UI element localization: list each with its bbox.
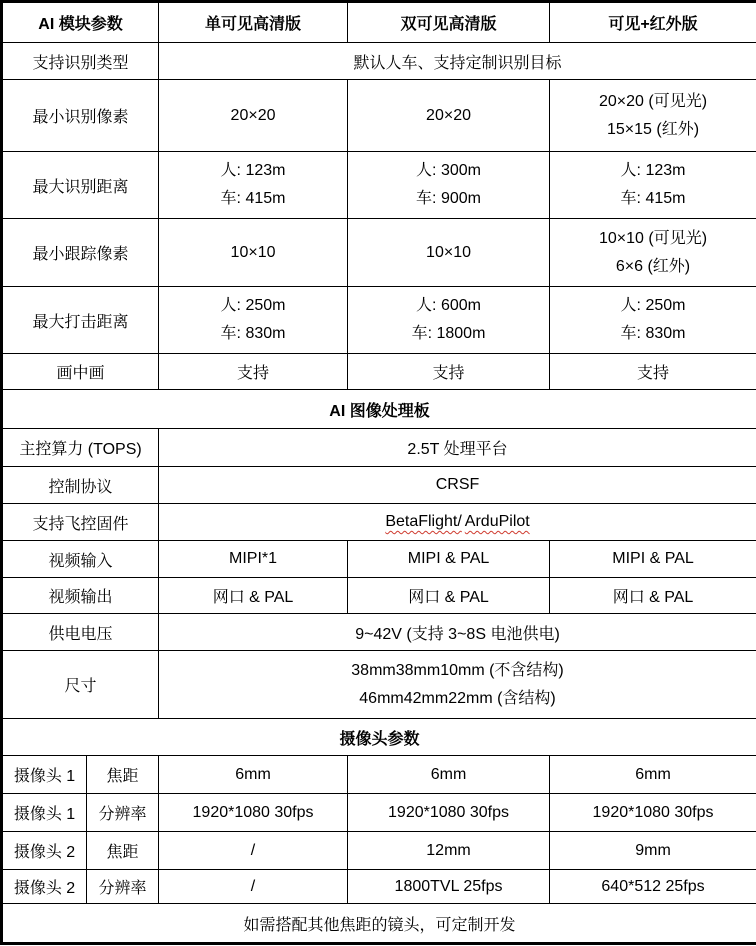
label-max-strike-distance: 最大打击距离 bbox=[2, 287, 159, 354]
cell-line: 38mm38mm10mm (不含结构) bbox=[351, 661, 564, 679]
cell-video-input-dual-hd: MIPI & PAL bbox=[348, 541, 550, 578]
section-title-image-board: AI 图像处理板 bbox=[2, 390, 756, 429]
header-param: AI 模块参数 bbox=[2, 2, 159, 43]
cell-line: 车: 415m bbox=[620, 190, 686, 207]
label-max-recognition-distance: 最大识别距离 bbox=[2, 152, 159, 219]
cell-max-strike-distance-dual-hd bbox=[348, 287, 550, 354]
section-row-camera bbox=[2, 719, 756, 756]
header-visible-ir: 可见+红外版 bbox=[550, 2, 756, 43]
label-fc-firmware: 支持飞控固件 bbox=[2, 504, 159, 541]
label-recognition-type: 支持识别类型 bbox=[2, 43, 159, 80]
cell-camera1-resolution-visible-ir: 1920*1080 30fps bbox=[550, 794, 756, 832]
row-control-protocol bbox=[2, 467, 756, 504]
label-camera2: 摄像头 2 bbox=[2, 832, 87, 870]
cell-line: 人: 250m bbox=[620, 297, 686, 314]
label-min-tracking-pixels: 最小跟踪像素 bbox=[2, 219, 159, 287]
cell-computing-power-value: 2.5T 处理平台 bbox=[159, 429, 756, 467]
row-dimensions bbox=[2, 651, 756, 719]
cell-line: 15×15 (红外) bbox=[606, 120, 700, 138]
cell-line: 车: 415m bbox=[220, 190, 286, 207]
label-pip: 画中画 bbox=[2, 354, 159, 390]
cell-line: 20×20 (可见光) bbox=[598, 92, 708, 110]
cell-line: 10×10 (可见光) bbox=[598, 229, 708, 247]
section-title-camera: 摄像头参数 bbox=[2, 719, 756, 756]
cell-camera1-focal-dual-hd: 6mm bbox=[348, 756, 550, 794]
cell-min-recognition-pixels-dual-hd: 20×20 bbox=[348, 80, 550, 152]
cell-recognition-type-value: 默认人车、支持定制识别目标 bbox=[159, 43, 756, 80]
cell-min-tracking-pixels-dual-hd: 10×10 bbox=[348, 219, 550, 287]
table-header-row bbox=[2, 2, 756, 43]
cell-camera1-resolution-single-hd: 1920*1080 30fps bbox=[159, 794, 348, 832]
label-power-supply: 供电电压 bbox=[2, 614, 159, 651]
cell-max-strike-distance-visible-ir bbox=[550, 287, 756, 354]
cell-power-supply-value: 9~42V (支持 3~8S 电池供电) bbox=[159, 614, 756, 651]
cell-line: 人: 123m bbox=[620, 162, 686, 179]
row-video-output bbox=[2, 578, 756, 614]
row-power-supply bbox=[2, 614, 756, 651]
label-camera2: 摄像头 2 bbox=[2, 870, 87, 904]
cell-camera2-focal-visible-ir: 9mm bbox=[550, 832, 756, 870]
label-camera1: 摄像头 1 bbox=[2, 756, 87, 794]
cell-min-tracking-pixels-visible-ir bbox=[550, 219, 756, 287]
cell-pip-dual-hd: 支持 bbox=[348, 354, 550, 390]
row-video-input bbox=[2, 541, 756, 578]
label-camera1: 摄像头 1 bbox=[2, 794, 87, 832]
cell-min-tracking-pixels-single-hd: 10×10 bbox=[159, 219, 348, 287]
row-camera1-resolution bbox=[2, 794, 756, 832]
spellcheck-underlined-text: BetaFlight/ bbox=[385, 513, 462, 530]
header-single-hd: 单可见高清版 bbox=[159, 2, 348, 43]
label-camera2-focal: 焦距 bbox=[87, 832, 159, 870]
row-max-strike-distance bbox=[2, 287, 756, 354]
cell-video-output-visible-ir: 网口 & PAL bbox=[550, 578, 756, 614]
cell-camera2-resolution-dual-hd: 1800TVL 25fps bbox=[348, 870, 550, 904]
cell-min-recognition-pixels-visible-ir bbox=[550, 80, 756, 152]
cell-max-recognition-distance-visible-ir bbox=[550, 152, 756, 219]
label-video-output: 视频输出 bbox=[2, 578, 159, 614]
cell-min-recognition-pixels-single-hd: 20×20 bbox=[159, 80, 348, 152]
cell-footnote: 如需搭配其他焦距的镜头，可定制开发 bbox=[2, 904, 756, 944]
cell-line: 人: 250m bbox=[220, 297, 286, 314]
label-min-recognition-pixels: 最小识别像素 bbox=[2, 80, 159, 152]
cell-pip-visible-ir: 支持 bbox=[550, 354, 756, 390]
cell-line: 6×6 (红外) bbox=[615, 257, 691, 275]
row-camera1-focal bbox=[2, 756, 756, 794]
label-dimensions: 尺寸 bbox=[2, 651, 159, 719]
cell-camera2-resolution-visible-ir: 640*512 25fps bbox=[550, 870, 756, 904]
cell-video-input-single-hd: MIPI*1 bbox=[159, 541, 348, 578]
row-max-recognition-distance bbox=[2, 152, 756, 219]
label-camera2-resolution: 分辨率 bbox=[87, 870, 159, 904]
cell-line: 车: 900m bbox=[416, 190, 481, 207]
cell-camera1-resolution-dual-hd: 1920*1080 30fps bbox=[348, 794, 550, 832]
row-min-recognition-pixels bbox=[2, 80, 756, 152]
cell-line: 46mm42mm22mm (含结构) bbox=[359, 689, 556, 707]
row-min-tracking-pixels bbox=[2, 219, 756, 287]
label-camera1-resolution: 分辨率 bbox=[87, 794, 159, 832]
cell-line: 人: 300m bbox=[416, 162, 481, 179]
row-camera2-resolution bbox=[2, 870, 756, 904]
row-pip bbox=[2, 354, 756, 390]
cell-max-recognition-distance-dual-hd bbox=[348, 152, 550, 219]
row-footnote bbox=[2, 904, 756, 944]
cell-video-output-dual-hd: 网口 & PAL bbox=[348, 578, 550, 614]
header-dual-hd: 双可见高清版 bbox=[348, 2, 550, 43]
cell-line: 车: 1800m bbox=[411, 325, 486, 342]
cell-pip-single-hd: 支持 bbox=[159, 354, 348, 390]
cell-video-output-single-hd: 网口 & PAL bbox=[159, 578, 348, 614]
cell-line: 人: 123m bbox=[220, 162, 286, 179]
row-computing-power bbox=[2, 429, 756, 467]
cell-camera2-resolution-single-hd: / bbox=[159, 870, 348, 904]
cell-video-input-visible-ir: MIPI & PAL bbox=[550, 541, 756, 578]
row-fc-firmware bbox=[2, 504, 756, 541]
section-row-image-board bbox=[2, 390, 756, 429]
label-camera1-focal: 焦距 bbox=[87, 756, 159, 794]
cell-line: 车: 830m bbox=[220, 325, 286, 342]
label-control-protocol: 控制协议 bbox=[2, 467, 159, 504]
cell-line: 人: 600m bbox=[416, 297, 481, 314]
cell-camera1-focal-visible-ir: 6mm bbox=[550, 756, 756, 794]
cell-fc-firmware-value bbox=[159, 504, 756, 541]
cell-camera2-focal-dual-hd: 12mm bbox=[348, 832, 550, 870]
cell-camera1-focal-single-hd: 6mm bbox=[159, 756, 348, 794]
cell-camera2-focal-single-hd: / bbox=[159, 832, 348, 870]
spellcheck-underlined-text: ArduPilot bbox=[464, 513, 530, 530]
cell-max-recognition-distance-single-hd bbox=[159, 152, 348, 219]
row-camera2-focal bbox=[2, 832, 756, 870]
cell-max-strike-distance-single-hd bbox=[159, 287, 348, 354]
cell-dimensions-value bbox=[159, 651, 756, 719]
label-computing-power: 主控算力 (TOPS) bbox=[2, 429, 159, 467]
row-recognition-type bbox=[2, 43, 756, 80]
label-video-input: 视频输入 bbox=[2, 541, 159, 578]
cell-line: 车: 830m bbox=[620, 325, 686, 342]
cell-control-protocol-value: CRSF bbox=[159, 467, 756, 504]
